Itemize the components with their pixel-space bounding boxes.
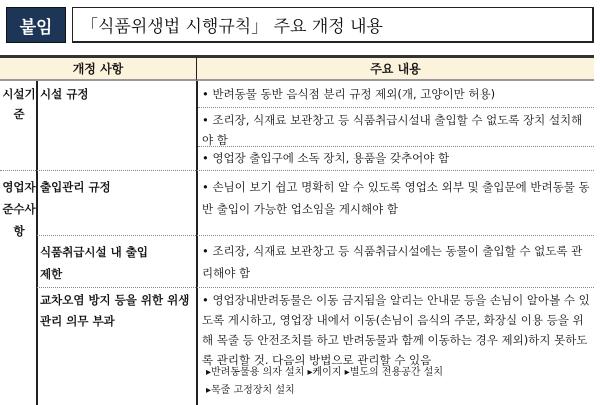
bullet-text: 조리장, 식재료 보관창고 등 식품취급시설내 출입할 수 없도록 장치 설치해야 함 bbox=[202, 113, 583, 147]
bullet-text: 손님이 보기 쉽고 명확히 알 수 있도록 영업소 외부 및 출입문에 반려동물 동반 출입이 가능한 업소임을 게시해야 함 bbox=[202, 180, 590, 216]
divider bbox=[37, 287, 594, 288]
document-title: 「식품위생법 시행규칙」 주요 개정 내용 bbox=[72, 7, 594, 43]
attachment-badge: 붙임 bbox=[6, 7, 66, 43]
divider bbox=[196, 81, 198, 405]
bullet-text: 반려동물 동반 음식점 분리 규정 제외(개, 고양이만 허용) bbox=[212, 87, 496, 101]
item-hygiene: 교차오염 방지 등을 위한 위생관리 의무 부과 bbox=[40, 293, 190, 328]
divider bbox=[36, 81, 38, 405]
bullet-text: 조리장, 식재료 보관창고 등 식품취급시설에는 동물이 출입할 수 없도록 관리해야 함 bbox=[202, 244, 583, 280]
method-line: ▸반려동물용 의자 설치 ▸케이지 ▸별도의 전용공간 설치 bbox=[206, 367, 443, 378]
bullet: • 영업장내반려동물은 이동 금지됨을 알리는 안내문 등을 손님이 알아볼 수 있도록 게시하고, 영업장 내에서 이동(손님이 음식의 주문, 화장실 이용 등을 위해 목줄 등 안전조치를 하고 반려동물과 함께 이동하는 경우 제외)하지 못하도록 관리할 것. 다음의 방법으로 관리할 수 있음 bbox=[202, 293, 590, 367]
header-content: 주요 내용 bbox=[197, 55, 594, 81]
bullet: • 손님이 보기 쉽고 명확히 알 수 있도록 영업소 외부 및 출입문에 반려동물 동반 출입이 가능한 업소임을 게시해야 함 bbox=[202, 180, 590, 216]
item-restriction: 식품취급시설 내 출입제한 bbox=[40, 245, 148, 281]
bullet-text: 영업장내반려동물은 이동 금지됨을 알리는 안내문 등을 손님이 알아볼 수 있도록 게시하고, 영업장 내에서 이동(손님이 음식의 주문, 화장실 이용 등을 위해 목줄 등 안전조치를 하고 반려동물과 함께 이동하는 경우 제외)하지 못하도록 관리할 것. 다음의 방법으로 관리할 수 있음 bbox=[202, 293, 590, 367]
item-entry-rule: 출입관리 규정 bbox=[40, 180, 111, 194]
method-line: ▸목줄 고정장치 설치 bbox=[206, 385, 295, 396]
bullet-text: 영업장 출입구에 소독 장치, 용품을 갖추어야 함 bbox=[212, 151, 450, 165]
bullet: • 영업장 출입구에 소독 장치, 용품을 갖추어야 함 bbox=[202, 151, 450, 165]
category-facility: 시설기준 bbox=[2, 87, 36, 121]
divider bbox=[0, 170, 594, 171]
header-amendment: 개정 사항 bbox=[0, 55, 197, 81]
divider bbox=[198, 107, 594, 108]
bullet: • 조리장, 식재료 보관창고 등 식품취급시설내 출입할 수 없도록 장치 설치해야 함 bbox=[202, 113, 583, 147]
bullet: • 반려동물 동반 음식점 분리 규정 제외(개, 고양이만 허용) bbox=[202, 87, 496, 101]
bullet: • 조리장, 식재료 보관창고 등 식품취급시설에는 동물이 출입할 수 없도록 관리해야 함 bbox=[202, 244, 583, 280]
divider bbox=[37, 235, 594, 236]
category-operator: 영업자 준수사항 bbox=[2, 180, 36, 238]
item-facility-rule: 시설 규정 bbox=[40, 87, 89, 101]
